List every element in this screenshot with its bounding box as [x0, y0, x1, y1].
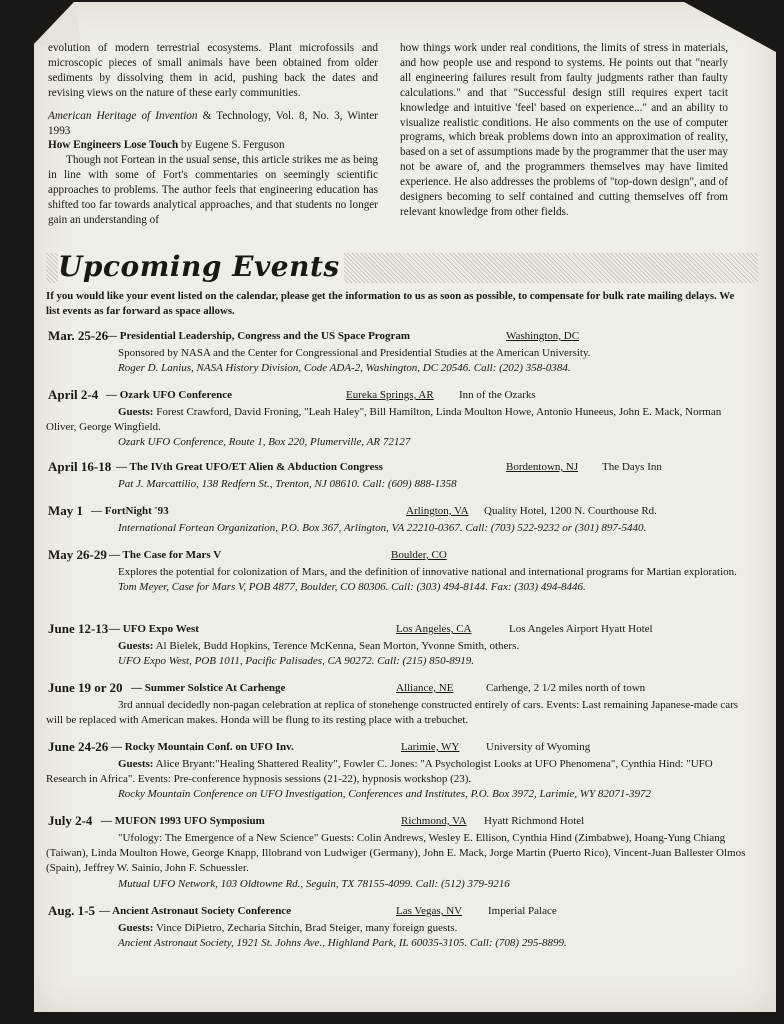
- event-description-text: 3rd annual decidedly non-pagan celebration at replica of stonehenge constructed entirely of cars. Events: Last remaining Japanese-made cars will be replaced with American makes. Honda will be flung to its resting place with a trebuchet.: [46, 699, 739, 727]
- event-item: [46, 621, 746, 669]
- event-guests-label: Guests:: [118, 758, 154, 770]
- left-paragraph-2: Though not Fortean in the usual sense, this article strikes me as being in line with some of Fort's commentaries on seemingly scientific approaches to problems. The author feels that engineering education has shifted too far towards analytical approaches, and that students no longer gain an understanding of: [48, 154, 378, 226]
- event-title: — Rocky Mountain Conf. on UFO Inv.: [111, 741, 294, 753]
- event-location: Larimie, WY: [401, 741, 460, 753]
- event-guests-label: Guests:: [118, 640, 154, 652]
- citation-journal: American Heritage of Invention: [48, 109, 198, 122]
- event-contact-name: Tom Meyer: [118, 581, 167, 594]
- event-title: — Summer Solstice At Carhenge: [131, 682, 286, 694]
- event-location: Boulder, CO: [391, 549, 447, 561]
- event-date: May 1: [48, 503, 84, 518]
- event-description-text: Alice Bryant:"Healing Shattered Reality", Fowler C. Jones: "A Psychologist Looks at UFO Phenomena", Cynthia Hind: "UFO Research in Africa". Events: Pre-conference hypnosis sessions (21-22), hypnosis workshop (23).: [46, 758, 713, 786]
- event-header: [46, 547, 746, 565]
- event-title: — FortNight '93: [91, 505, 169, 517]
- event-contact: [46, 877, 746, 892]
- event-header: [46, 680, 746, 698]
- event-header: [46, 813, 746, 831]
- event-venue: Imperial Palace: [488, 905, 557, 917]
- event-title: — Presidential Leadership, Congress and the US Space Program: [106, 330, 411, 342]
- event-contact-address: , NASA History Division, Code ADA-2, Washington, DC 20546. Call: (202) 358-0384.: [191, 362, 571, 375]
- event-description-text: Vince DiPietro, Zecharia Sitchin, Brad Steiger, many foreign guests.: [153, 922, 458, 934]
- right-column: [400, 41, 728, 220]
- event-header: [46, 739, 746, 757]
- event-contact-address: , 138 Redfern St., Trenton, NJ 08610. Call: (609) 888-1358: [196, 478, 457, 490]
- event-contact: [46, 477, 746, 492]
- event-venue: Carhenge, 2 1/2 miles north of town: [486, 682, 646, 694]
- event-description-text: Explores the potential for colonization of Mars, and the definition of innovative national and international programs for Martian exploration.: [118, 566, 737, 578]
- event-description: [46, 921, 746, 936]
- event-contact-name: UFO Expo West: [118, 655, 190, 668]
- event-contact: [46, 787, 746, 802]
- event-description: [46, 639, 746, 654]
- event-venue: Inn of the Ozarks: [459, 389, 536, 401]
- event-title: — The IVth Great UFO/ET Alien & Abduction Congress: [116, 461, 383, 473]
- event-venue: The Days Inn: [602, 461, 662, 473]
- event-date: June 12-13: [48, 621, 109, 636]
- event-contact-address: , Case for Mars V, POB 4877, Boulder, CO 80306. Call: (303) 494-8144. Fax: (303) 494-8446.: [166, 581, 586, 594]
- event-contact-name: Ancient Astronaut Society: [118, 937, 232, 950]
- event-location: Los Angeles, CA: [396, 623, 472, 635]
- event-guests-label: Guests:: [118, 406, 154, 418]
- event-location: Las Vegas, NV: [396, 905, 463, 917]
- event-contact-name: Roger D. Lanius: [118, 362, 192, 375]
- event-item: [46, 547, 746, 595]
- event-title: — MUFON 1993 UFO Symposium: [101, 815, 265, 827]
- event-header: [46, 503, 746, 521]
- event-title: — The Case for Mars V: [109, 549, 222, 561]
- event-location: Bordentown, NJ: [506, 461, 579, 473]
- event-location: Washington, DC: [506, 330, 580, 342]
- event-item: [46, 459, 746, 492]
- event-contact: [46, 435, 746, 450]
- event-title: — Ozark UFO Conference: [106, 389, 232, 401]
- event-venue: University of Wyoming: [486, 741, 591, 753]
- event-contact-name: Mutual UFO Network: [118, 877, 216, 890]
- event-date: May 26-29: [48, 547, 107, 562]
- event-contact-name: Ozark UFO Conference: [118, 436, 224, 449]
- event-contact-address: , P.O. Box 367, Arlington, VA 22210-0367. Call: (703) 522-9232 or (301) 897-5440.: [275, 522, 647, 534]
- event-item: [46, 680, 746, 728]
- event-header: [46, 387, 746, 405]
- event-location: Alliance, NE: [396, 682, 454, 694]
- left-column: [48, 41, 378, 228]
- event-contact: [46, 521, 746, 536]
- event-contact-name: Pat J. Marcattilio: [118, 478, 197, 490]
- event-header: [46, 621, 746, 639]
- event-contact-address: , 1921 St. Johns Ave., Highland Park, IL 60035-3105. Call: (708) 295-8899.: [231, 937, 567, 950]
- event-contact: [46, 361, 746, 376]
- article-title: How Engineers Lose Touch: [48, 139, 179, 152]
- event-description: [46, 698, 746, 728]
- article-heading: [48, 138, 378, 153]
- event-contact-name: Rocky Mountain Conference on UFO Investigation: [118, 788, 343, 801]
- event-item: [46, 813, 746, 892]
- event-description: [46, 565, 746, 580]
- event-contact-name: International Fortean Organization: [118, 522, 276, 534]
- event-date: June 24-26: [48, 739, 109, 754]
- event-title: — UFO Expo West: [109, 623, 199, 635]
- event-date: April 2-4: [48, 387, 99, 402]
- citation-details: & Technology, Vol. 8, No. 3, Winter 1993: [48, 109, 378, 137]
- event-item: [46, 387, 746, 451]
- event-contact: [46, 654, 746, 669]
- event-date: June 19 or 20: [48, 680, 123, 695]
- section-title: Upcoming Events: [58, 250, 344, 283]
- event-item: [46, 503, 746, 536]
- event-venue: Hyatt Richmond Hotel: [484, 815, 585, 827]
- event-item: [46, 903, 746, 951]
- event-contact-address: , Conferences and Institutes, P.O. Box 3972, Larimie, WY 82071-3972: [342, 788, 652, 801]
- event-description: [46, 346, 746, 361]
- event-description: [46, 405, 746, 435]
- event-description-text: Sponsored by NASA and the Center for Congressional and Presidential Studies at the American University.: [118, 347, 591, 359]
- event-venue: Los Angeles Airport Hyatt Hotel: [509, 623, 653, 635]
- citation: [48, 109, 378, 139]
- event-description-text: "Ufology: The Emergence of a New Science" Guests: Colin Andrews, Wesley E. Ellison, Cynthia Hind (Zimbabwe), Hoang-Yung Chiang (Taiwan), Linda Moulton Howe, George Knapp, Illobrand von Ludwiger (Germany), John E. Mack, Jorge Martin (Puerto Rico), Vincent-Juan Ballester Olmos (Spain), Jeffrey W. Sainio, John F. Schuessler.: [46, 832, 746, 875]
- event-header: [46, 459, 746, 477]
- event-contact: [46, 580, 746, 595]
- event-date: April 16-18: [48, 459, 112, 474]
- event-title: — Ancient Astronaut Society Conference: [99, 905, 292, 917]
- events-intro: If you would like your event listed on the calendar, please get the information to us as soon as possible, to compensate for bulk rate mailing delays. We list events as far forward as space allows.: [46, 290, 735, 317]
- event-item: [46, 328, 746, 376]
- event-location: Arlington, VA: [406, 505, 469, 517]
- event-contact: [46, 936, 746, 951]
- event-description: [46, 831, 746, 877]
- event-location: Richmond, VA: [401, 815, 467, 827]
- event-location: Eureka Springs, AR: [346, 389, 434, 401]
- event-description-text: Forest Crawford, David Froning, "Leah Haley", Bill Hamilton, Linda Moulton Howe, Antonio Huneeus, John E. Mack, Norman Oliver, George Wingfield.: [46, 406, 722, 434]
- event-header: [46, 328, 746, 346]
- left-paragraph-1: evolution of modern terrestrial ecosystems. Plant microfossils and microscopic pieces of small animals have been obtained from older sediments by dissolving them in acid, pushing back the dates and revising views on the nature of these early communities.: [48, 42, 378, 99]
- event-venue: Quality Hotel, 1200 N. Courthouse Rd.: [484, 505, 657, 517]
- event-date: Mar. 25-26: [48, 328, 109, 343]
- right-paragraph: how things work under real conditions, the limits of stress in materials, and how people use and respond to systems. He points out that "nearly all engineering failures result from faulty judgments rather than faulty calculations." and that "Successful design still requires expert tacit knowledge and intuitive 'feel' based on experience..." and an ability to visualize realistic conditions. He also comments on the use of computer programs, which break problems down into an approximation of reality, based on a set of assumptions made by the programmer that the user may not be aware of, and the programmers themselves may have limited experience. He also addresses the problems of "top-down design", and of designers becoming to self contained and cutting themselves off from relevant knowledge from other fields.: [400, 42, 728, 218]
- event-description: [46, 757, 746, 787]
- event-header: [46, 903, 746, 921]
- event-contact-address: , 103 Oldtowne Rd., Seguin, TX 78155-4099. Call: (512) 379-9216: [215, 877, 510, 890]
- event-date: Aug. 1-5: [48, 903, 95, 918]
- event-description-text: Al Bielek, Budd Hopkins, Terence McKenna, Sean Morton, Yvonne Smith, others.: [153, 640, 520, 652]
- event-date: July 2-4: [48, 813, 93, 828]
- event-item: [46, 739, 746, 803]
- event-guests-label: Guests:: [118, 922, 154, 934]
- event-contact-address: , POB 1011, Pacific Palisades, CA 90272. Call: (215) 850-8919.: [189, 655, 475, 668]
- event-contact-address: , Route 1, Box 220, Plumerville, AR 72127: [223, 436, 411, 449]
- article-author: by Eugene S. Ferguson: [178, 139, 285, 152]
